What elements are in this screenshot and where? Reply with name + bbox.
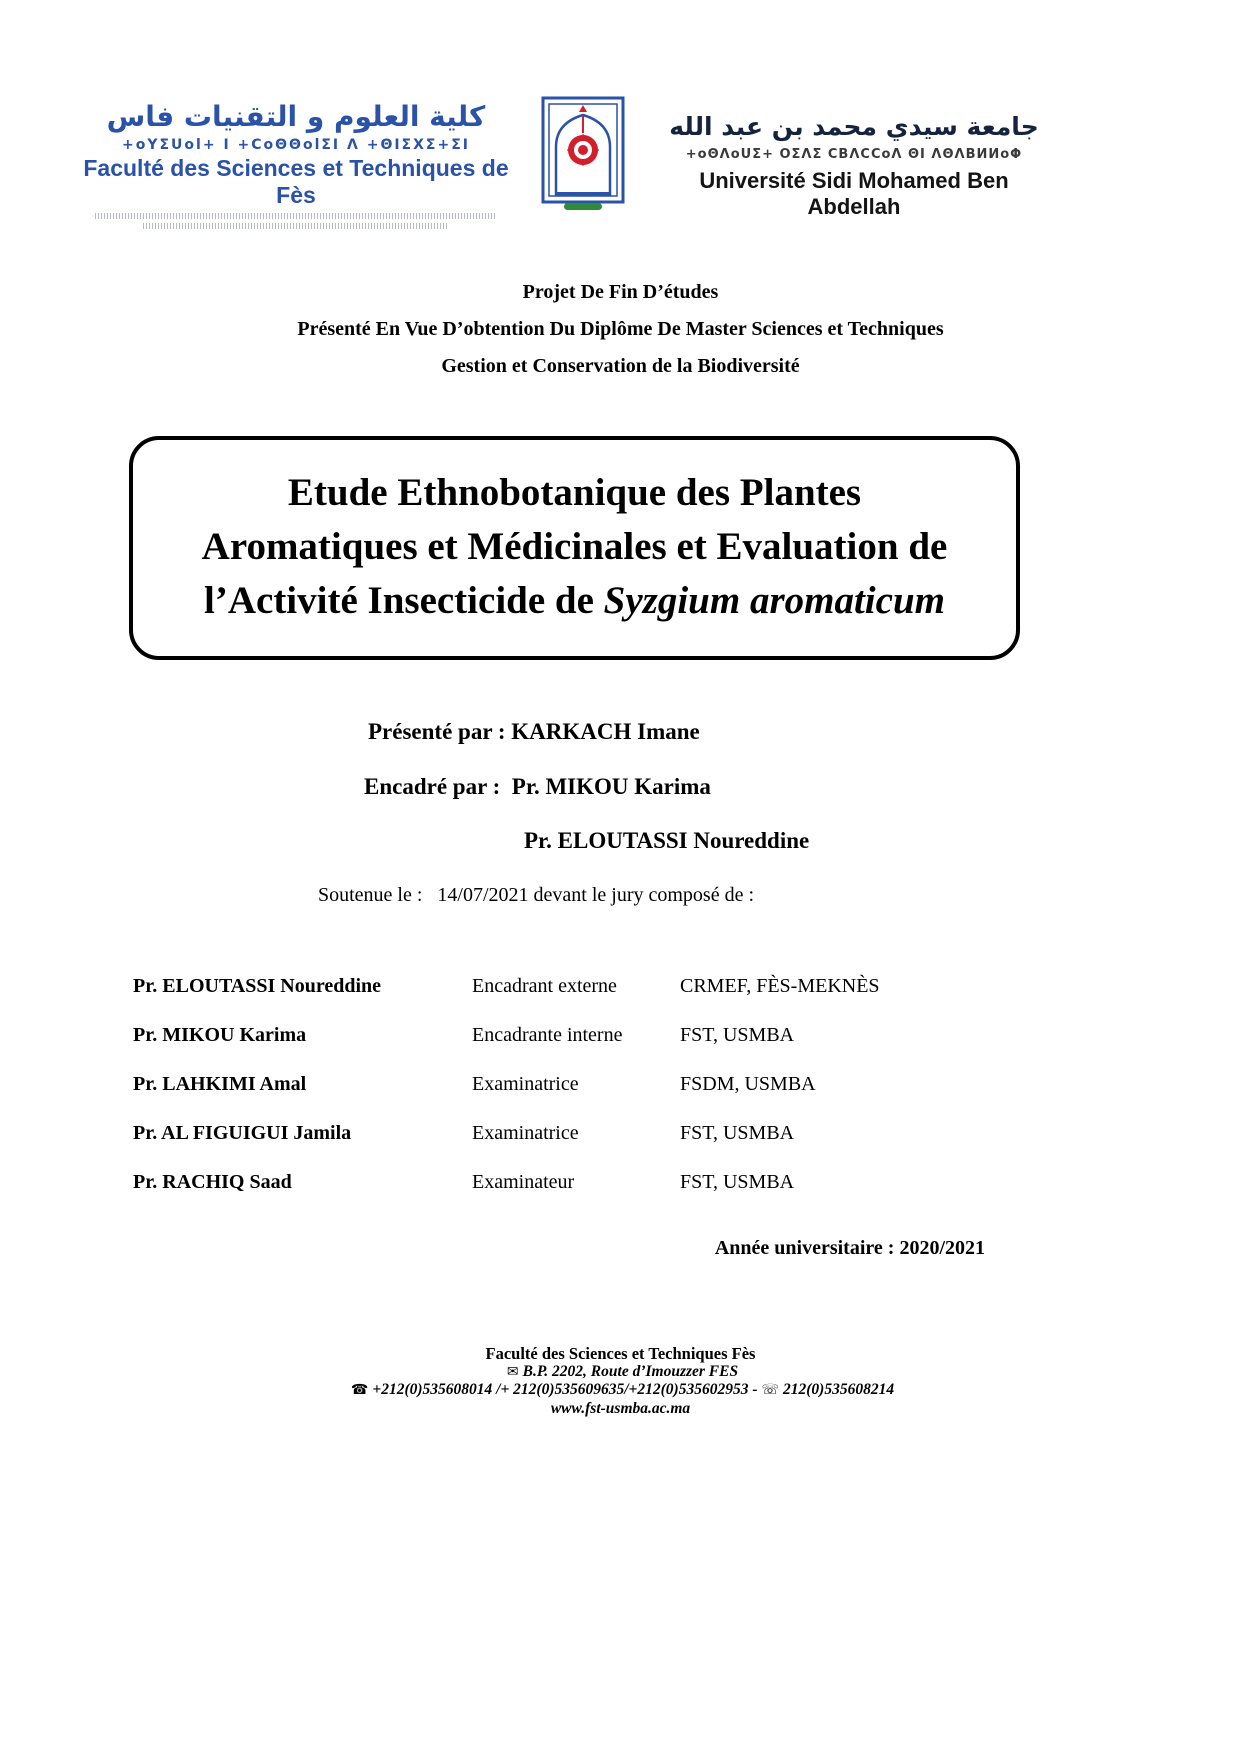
- faculty-header-block: [78, 100, 514, 229]
- footer-phone-numbers: +212(0)535608014 /+ 212(0)535609635/+212(0)535602953 -: [372, 1381, 758, 1398]
- footer-fax-number: 212(0)535608214: [783, 1381, 895, 1398]
- university-name-arabic: جامعة سيدي محمد بن عبد الله: [669, 112, 1039, 141]
- faculty-name-arabic: كلية العلوم و التقنيات فاس: [106, 100, 486, 133]
- mail-icon: ✉: [506, 1363, 519, 1380]
- jury-row: [133, 1122, 1113, 1144]
- supervised-by-line: Encadré par : Pr. MIKOU Karima: [364, 774, 711, 799]
- jury-row: [133, 1171, 1113, 1193]
- jury-member-affiliation: CRMEF, FÈS-MEKNÈS: [680, 975, 880, 997]
- jury-member-affiliation: FSDM, USMBA: [680, 1073, 816, 1095]
- jury-member-role: Examinateur: [472, 1171, 575, 1193]
- specialty-line: Gestion et Conservation de la Biodiversité: [441, 355, 800, 377]
- fax-icon: ☏: [761, 1382, 779, 1398]
- jury-row: [133, 975, 1113, 997]
- jury-member-name: Pr. RACHIQ Saad: [133, 1171, 292, 1193]
- jury-member-affiliation: FST, USMBA: [680, 1171, 795, 1193]
- defense-date-line: Soutenue le : 14/07/2021 devant le jury composé de :: [318, 884, 755, 906]
- thesis-title-line-3: [145, 574, 1004, 628]
- footer-contact-block: [0, 1345, 1241, 1417]
- presented-by-line: Présenté par : KARKACH Imane: [368, 719, 700, 744]
- footer-address-line: [0, 1363, 1241, 1382]
- thesis-title-line-1: Etude Ethnobotanique des Plantes: [287, 471, 862, 514]
- university-header-block: [668, 112, 1040, 220]
- jury-member-name: Pr. AL FIGUIGUI Jamila: [133, 1122, 352, 1144]
- jury-member-affiliation: FST, USMBA: [680, 1024, 795, 1046]
- footer-faculty-name: Faculté des Sciences et Techniques Fès: [485, 1344, 756, 1363]
- jury-table: [133, 975, 1113, 1220]
- jury-member-role: Examinatrice: [472, 1122, 579, 1144]
- jury-member-name: Pr. LAHKIMI Amal: [133, 1073, 307, 1095]
- university-name-tifinagh: +oΘΛoUΣ+ OΣΛΣ CBΛCCoΛ ΘI ΛΘΛBИИoΦ: [685, 147, 1023, 162]
- university-name-french: Université Sidi Mohamed Ben Abdellah: [699, 168, 1009, 219]
- footer-phone-line: [0, 1381, 1241, 1400]
- thesis-title-line-3-text: l’Activité Insecticide de: [204, 579, 604, 622]
- co-supervisor-line: Pr. ELOUTASSI Noureddine: [524, 828, 810, 853]
- phone-icon: ☎: [350, 1382, 369, 1398]
- decorative-hatch-line: [95, 213, 496, 219]
- thesis-title-line-2: Aromatiques et Médicinales et Evaluation de: [201, 525, 948, 568]
- footer-website: www.fst-usmba.ac.ma: [550, 1399, 691, 1417]
- degree-line: Présenté En Vue D’obtention Du Diplôme De Master Sciences et Techniques: [297, 318, 944, 340]
- jury-row: [133, 1024, 1113, 1046]
- footer-address-text: B.P. 2202, Route d’Imouzzer FES: [522, 1362, 739, 1380]
- project-type-line: Projet De Fin D’études: [522, 281, 719, 303]
- faculty-name-tifinagh: +oYΣUol+ I +CoΘΘolΣI Λ +ΘIΣXΣ+ΣI: [122, 137, 470, 153]
- university-logo: [540, 95, 626, 215]
- thesis-title-box: [129, 436, 1020, 660]
- academic-year-line: Année universitaire : 2020/2021: [714, 1237, 985, 1259]
- jury-member-role: Encadrant externe: [472, 975, 617, 997]
- degree-intro-block: [0, 281, 1241, 392]
- decorative-hatch-line: [143, 223, 448, 229]
- jury-row: [133, 1073, 1113, 1095]
- jury-member-name: Pr. ELOUTASSI Noureddine: [133, 975, 382, 997]
- species-name: Syzgium aromaticum: [603, 579, 945, 622]
- jury-member-role: Examinatrice: [472, 1073, 579, 1095]
- university-emblem-icon: [540, 95, 626, 215]
- jury-member-role: Encadrante interne: [472, 1024, 623, 1046]
- jury-member-affiliation: FST, USMBA: [680, 1122, 795, 1144]
- jury-member-name: Pr. MIKOU Karima: [133, 1024, 307, 1046]
- faculty-name-french: Faculté des Sciences et Techniques de Fès: [83, 155, 509, 208]
